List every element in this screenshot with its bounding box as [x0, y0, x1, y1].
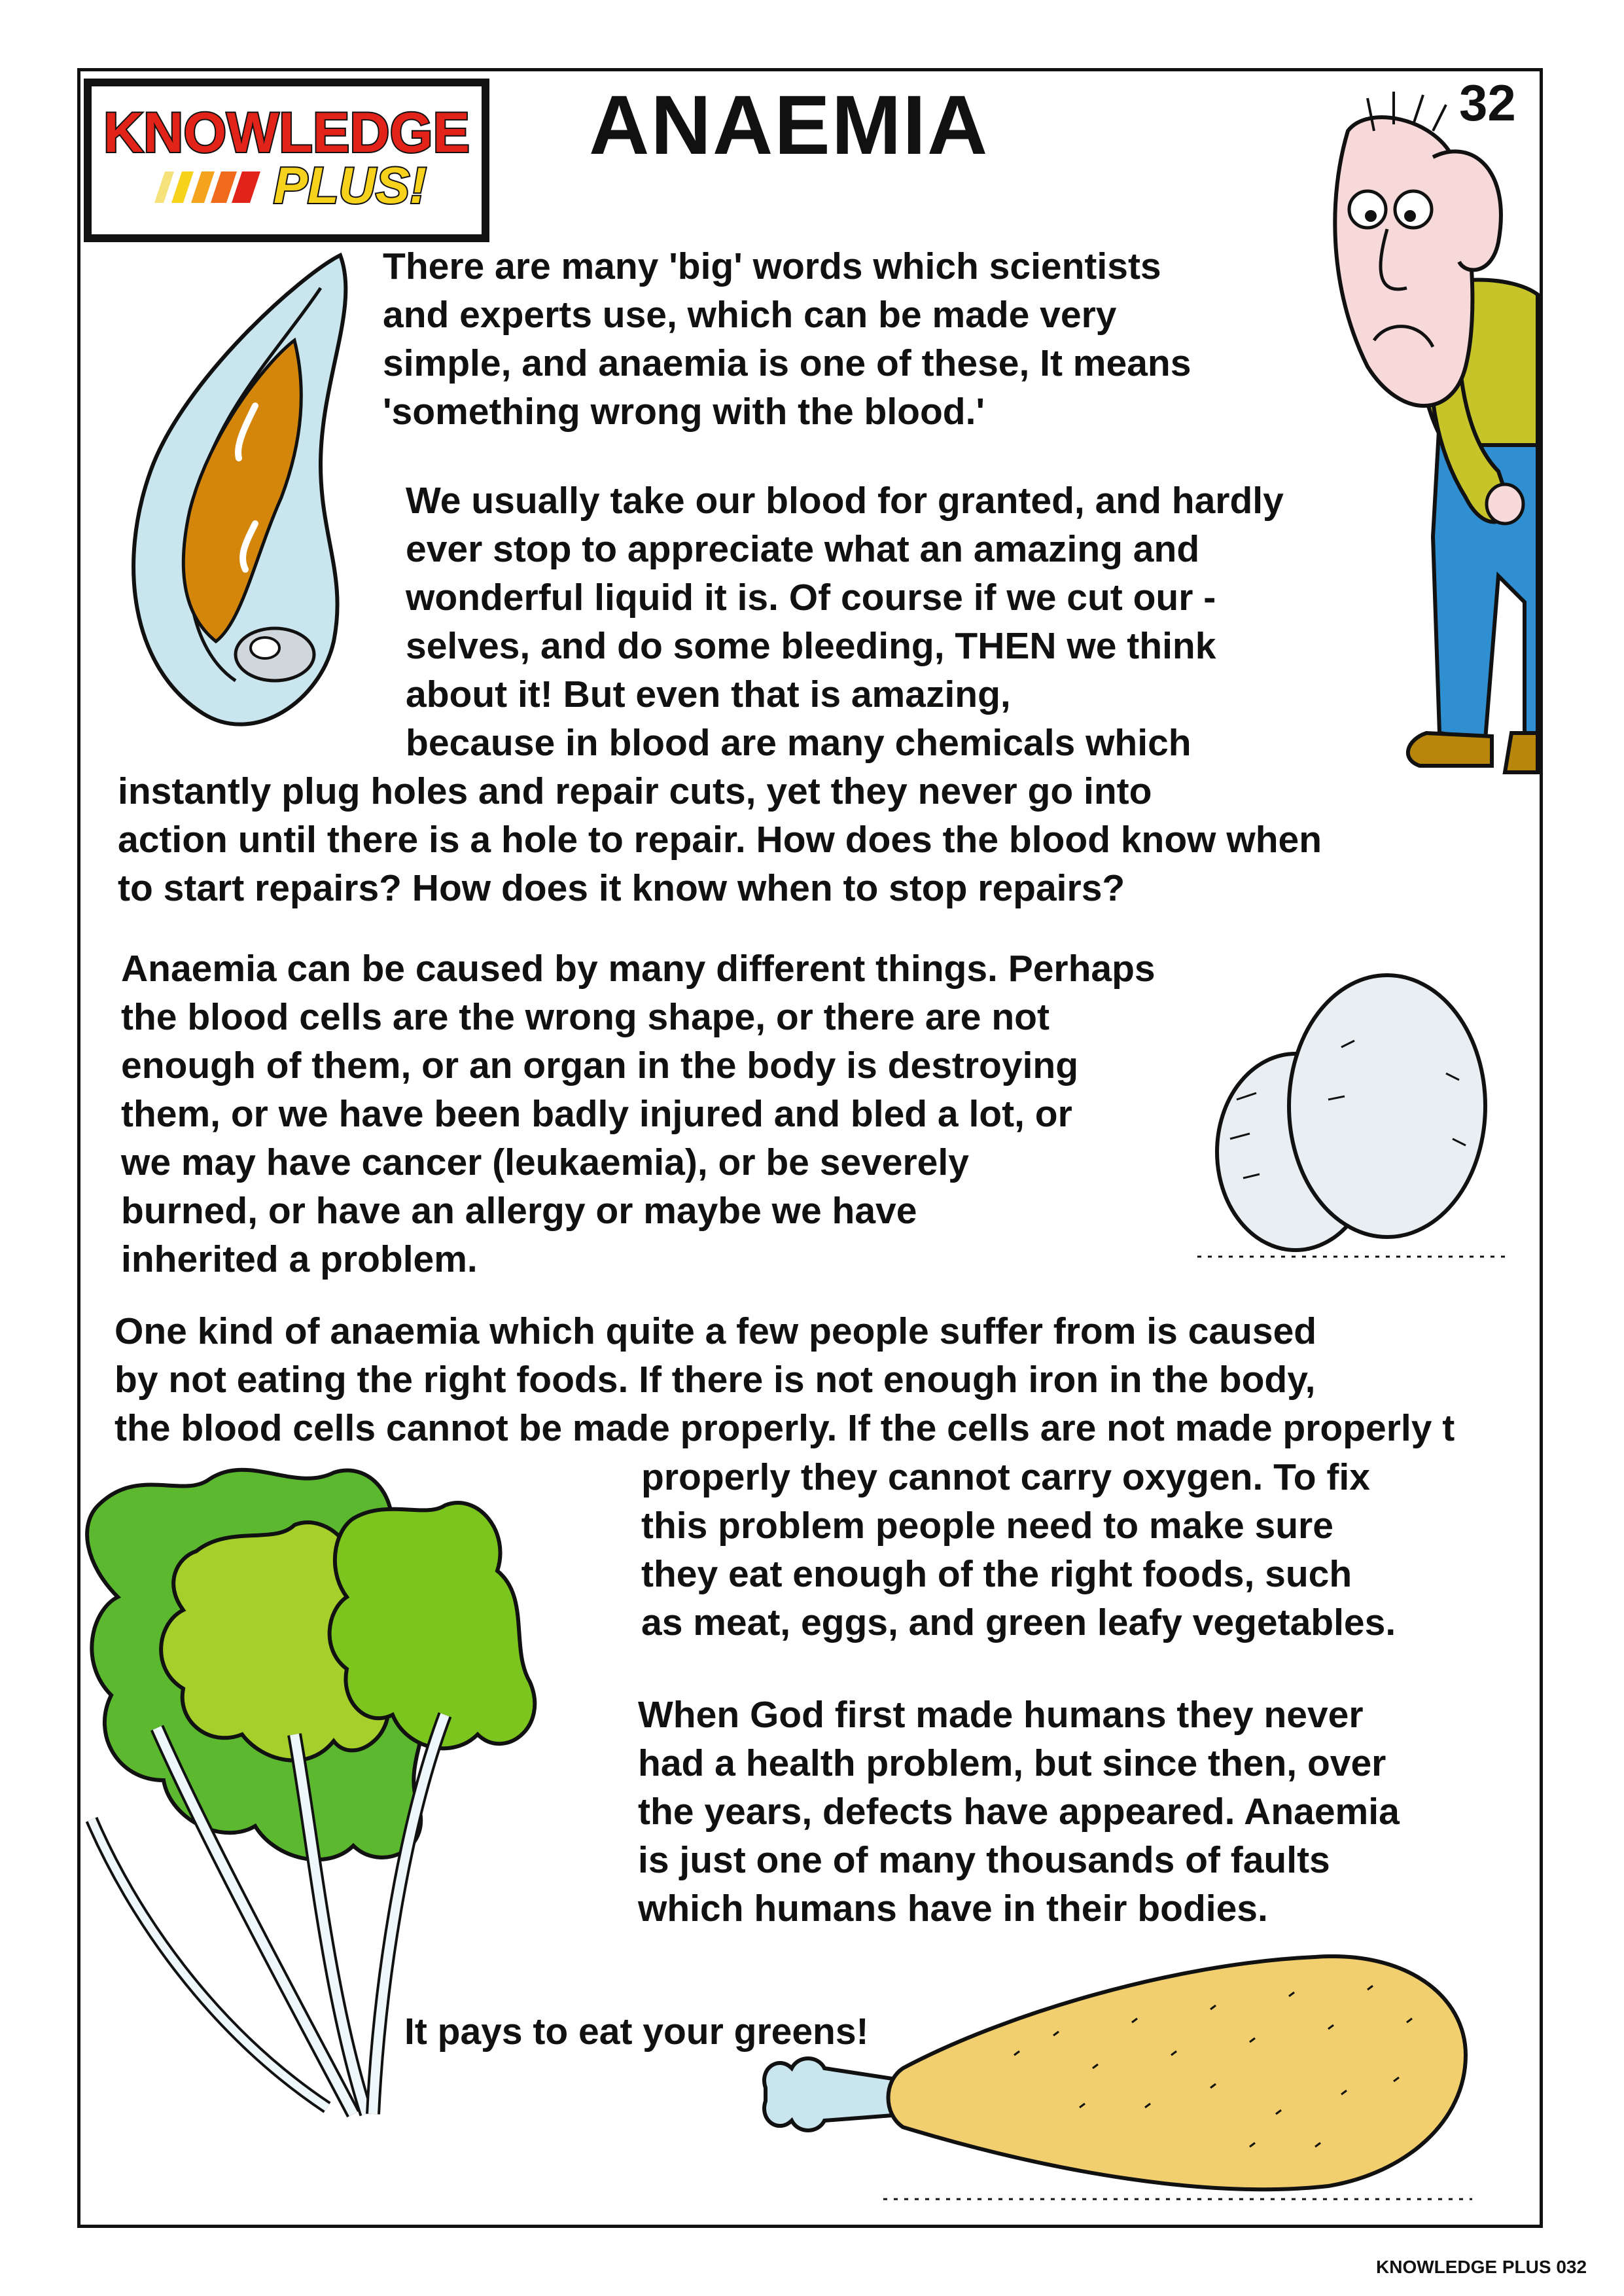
paragraph-blood-part2: instantly plug holes and repair cuts, yet they never go into action until there is a hole to repair. How does the blood know when to start repairs? How does it know when to stop repairs?	[118, 770, 1322, 909]
paragraph-iron-part1: One kind of anaemia which quite a few people suffer from is caused by not eating the right foods. If there is not enough iron in the body, the blood cells cannot be made properly. If the cells are not made properly t	[115, 1310, 1455, 1449]
drumstick-illustration	[752, 1937, 1479, 2212]
man-illustration	[1302, 79, 1538, 812]
paragraph-causes: Anaemia can be caused by many different things. Perhaps the blood cells are the wrong shape, or there are not enough of them, or an organ in the body is destroying them, or we have been badly injured and bled a lot, or we may have cancer (leukaemia), or be severely burned, or have an allergy or maybe we have inherited a problem.	[121, 948, 1156, 1280]
paragraph-blood-part1: We usually take our blood for granted, and hardly ever stop to appreciate what an amazing and wonderful liquid it is. Of course if we cut our - selves, and do some bleeding, THEN we think about it! But even that is amazing, because in blood are many chemicals which	[406, 480, 1284, 764]
logo-text-knowledge: KNOWLEDGE	[103, 101, 470, 164]
eggs-illustration	[1197, 969, 1505, 1270]
paragraph-iron-part2: properly they cannot carry oxygen. To fix this problem people need to make sure they eat enough of the right foods, such as meat, eggs, and green leafy vegetables.	[641, 1456, 1396, 1643]
knowledge-plus-logo	[84, 79, 489, 242]
logo-text-plus: PLUS!	[274, 156, 427, 214]
liver-illustration	[105, 249, 366, 733]
page-number: 32	[1459, 74, 1516, 132]
paragraph-intro: There are many 'big' words which scientists and experts use, which can be made very simple, and anaemia is one of these, It means 'something wrong with the blood.'	[383, 245, 1192, 433]
page-footer: KNOWLEDGE PLUS 032	[1376, 2257, 1587, 2277]
closing-line: It pays to eat your greens!	[404, 2011, 869, 2053]
paragraph-defects: When God first made humans they never had a health problem, but since then, over the years, defects have appeared. Anaemia is just one of many thousands of faults which humans have in their bodies.	[638, 1694, 1400, 1929]
page-title: ANAEMIA	[589, 79, 989, 172]
